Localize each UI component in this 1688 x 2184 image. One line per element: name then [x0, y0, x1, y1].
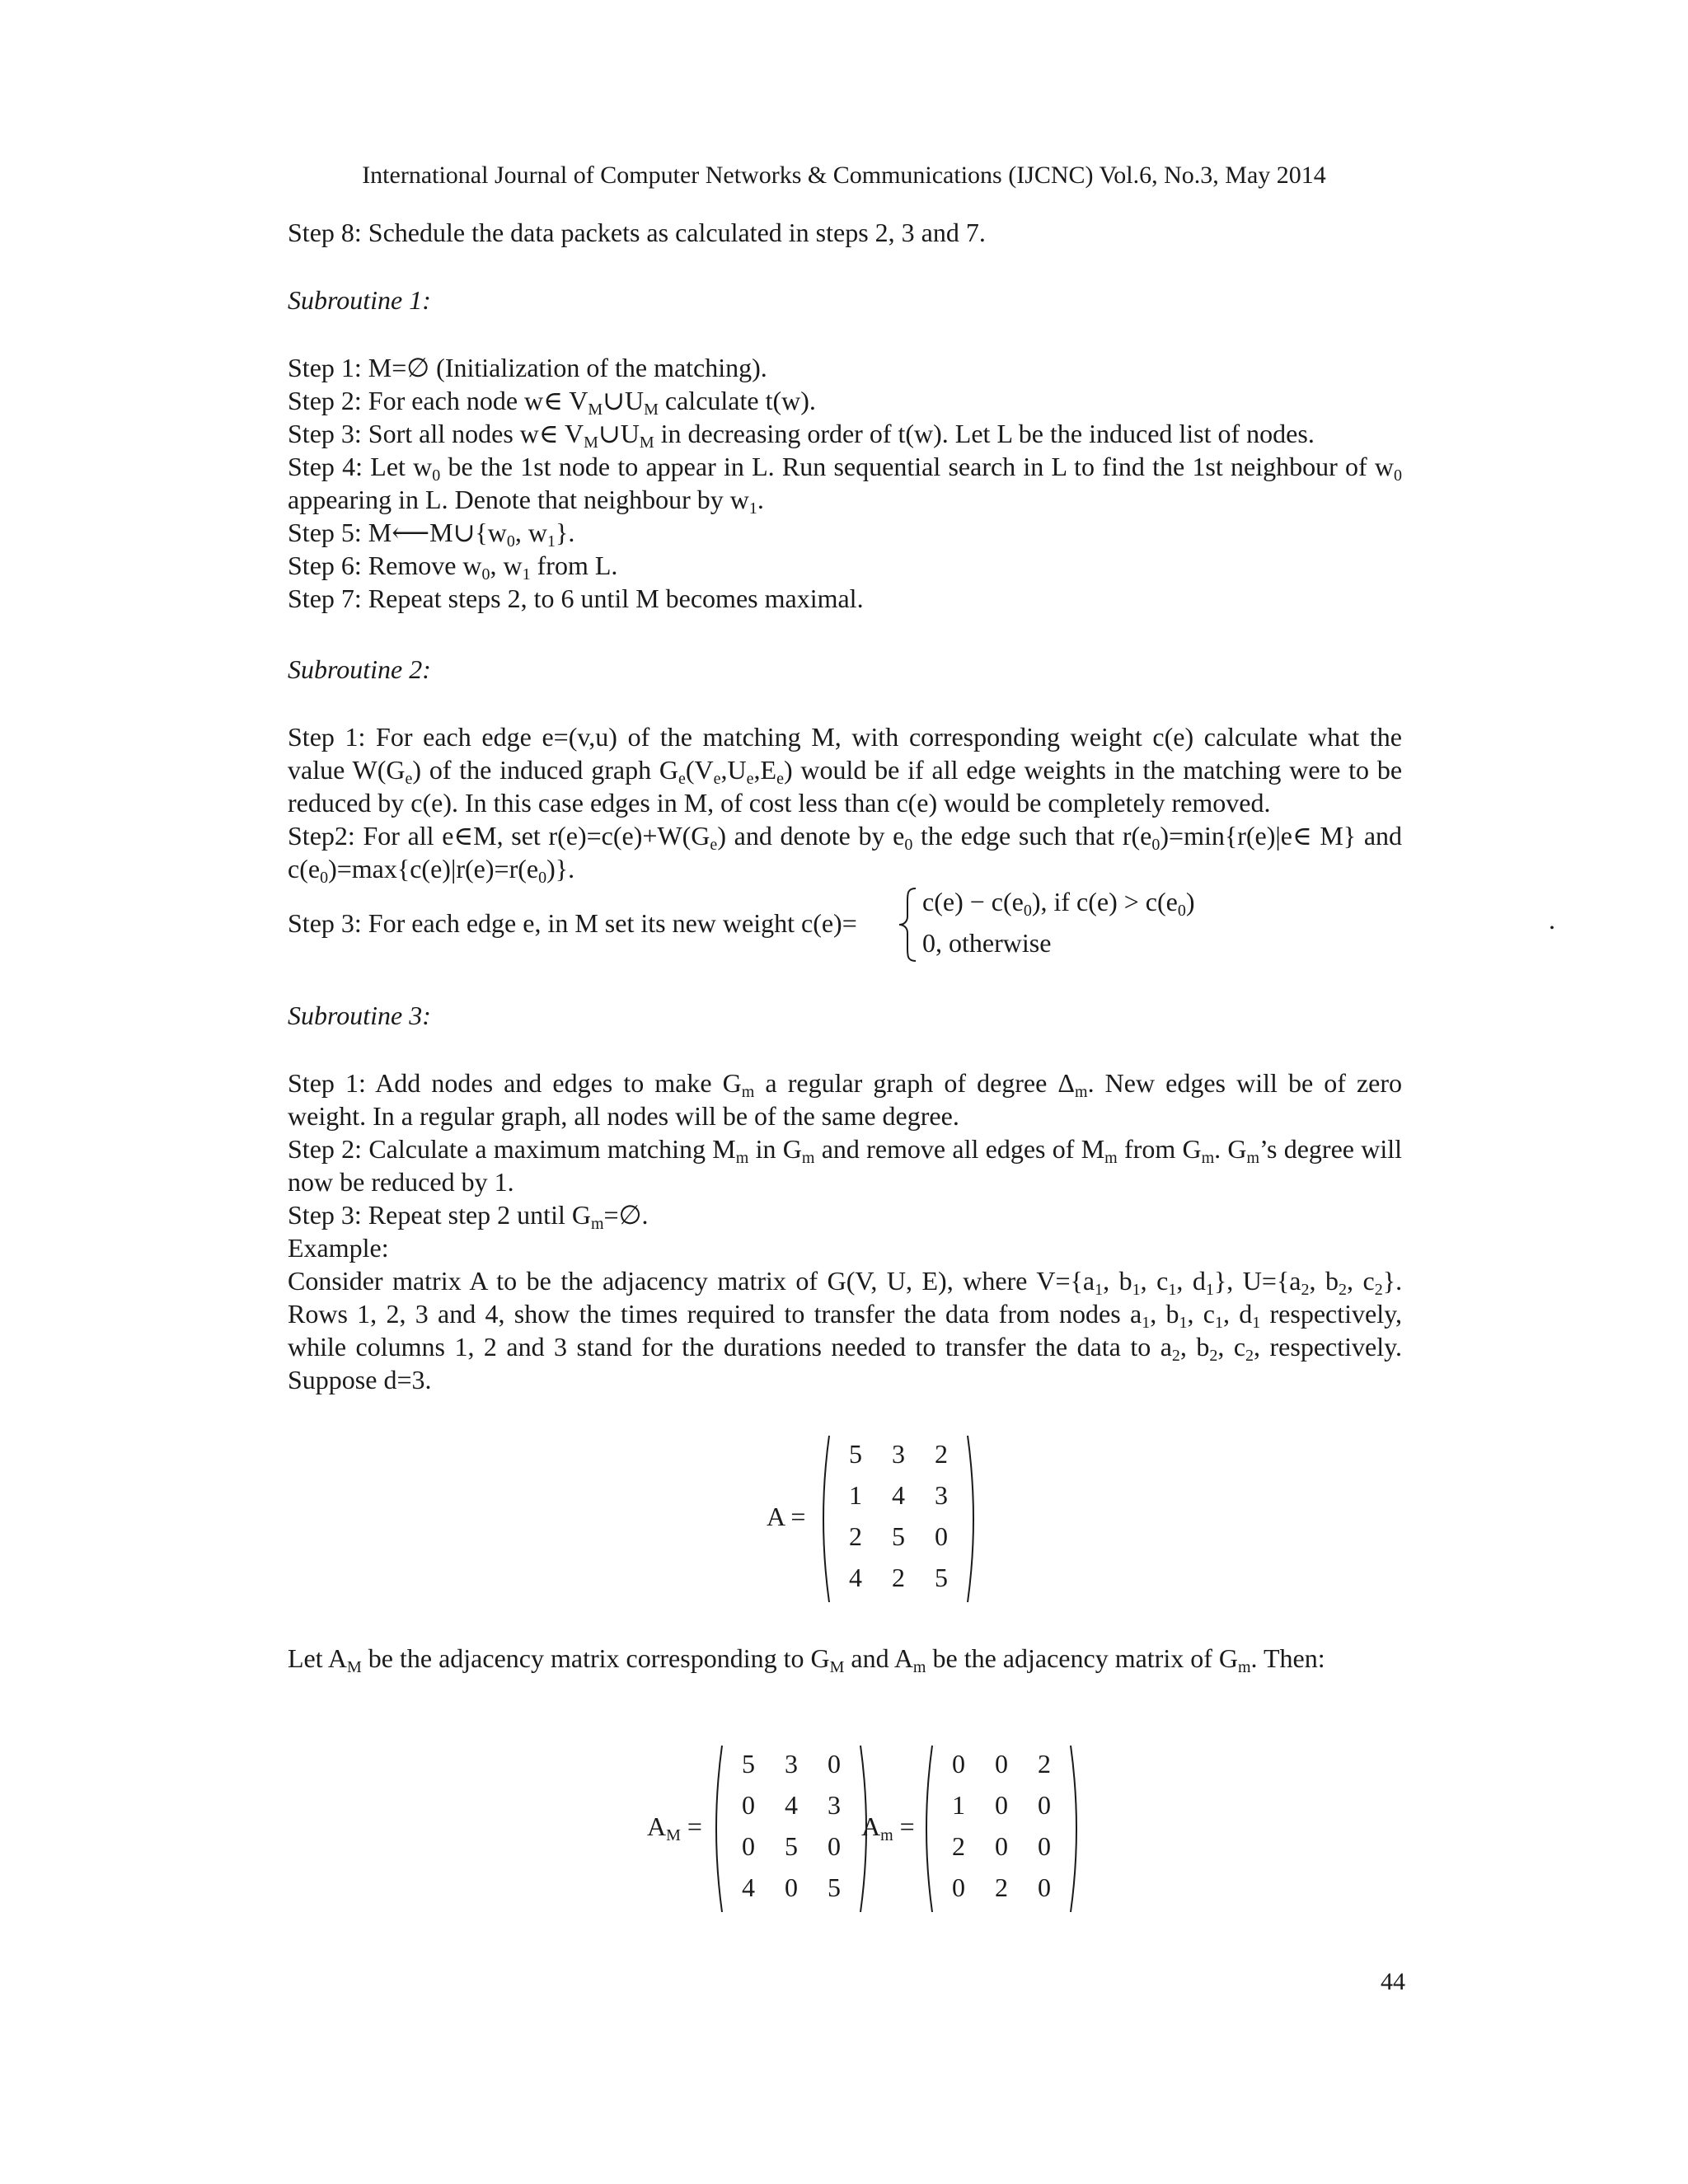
- matrix-cell: 0: [952, 1749, 965, 1779]
- sub3-step-2: Step 2: Calculate a maximum matching $M_m$ in $G_m$ and remove all edges of $M_m$ from $G_m$. $G_m’s$ degree will now be reduced by 1.: [288, 1134, 1403, 1197]
- matrix-a: [816, 1434, 981, 1604]
- matrix-cell: 2: [892, 1563, 905, 1592]
- matrix-cell: 5: [849, 1439, 862, 1469]
- matrix-am-lower-label: $A_m$ =: [861, 1811, 915, 1844]
- sub1-step-7: Step 7: Repeat steps 2, to 6 until M becomes maximal.: [288, 583, 864, 613]
- matrix-cell: 3: [892, 1439, 905, 1469]
- sub2-step-3: [288, 885, 1555, 961]
- sub1-step-2: Step 2: For each node w∈ $V_M\cup U_M$ calculate t(w).: [288, 386, 816, 419]
- matrix-cell: 5: [935, 1563, 948, 1592]
- matrix-cell: 0: [995, 1790, 1008, 1820]
- matrix-cell: 0: [785, 1872, 798, 1902]
- matrix-cell: 5: [785, 1831, 798, 1861]
- right-paren: [1071, 1746, 1076, 1912]
- subroutine-2-title: Subroutine 2:: [288, 654, 431, 684]
- left-paren: [716, 1746, 722, 1912]
- matrix-cell: 3: [785, 1749, 798, 1779]
- matrix-cell: 0: [1038, 1831, 1051, 1861]
- matrix-cell: 1: [952, 1790, 965, 1820]
- let-paragraph: Let $A_M$ be the adjacency matrix corresponding to $G_M$ and $A_m$ be the adjacency matrix of $G_m$. Then:: [288, 1643, 1325, 1676]
- matrix-cell: 4: [892, 1480, 905, 1510]
- matrix-cell: 2: [935, 1439, 948, 1469]
- example-paragraph: Consider matrix A to be the adjacency matrix of G(V, U, E), where $V=\{a_1$, $b_1$, $c_1$, $d_1$}, $U=\{a_2$, $b_2$, $c_2$}. Rows 1, 2, 3 and 4, show the times required to transfer the data from nodes $a_1$, $b_1$, $c_1$, $d_1$ respectively, while columns 1, 2 and 3 stand for the durations needed to transfer the data to $a_2$, $b_2$, $c_2$, respectively. Suppose d=3.: [288, 1266, 1403, 1394]
- matrix-cell: 0: [828, 1749, 841, 1779]
- matrix-cell: 5: [828, 1872, 841, 1902]
- matrix-cell: 4: [785, 1790, 798, 1820]
- case-2: 0, otherwise: [922, 928, 1052, 958]
- sub2-step-2: Step2: For all e∈M, set $r(e)=c(e)+W(G_e)$ and denote by $e_0$ the edge such that $r(e_0)=\min\{r(e)|e\in$ M} and $c(e_0)=\max\{c(e)|r(e)=r(e_0)\}$.: [288, 821, 1403, 887]
- subroutine-3-title: Subroutine 3:: [288, 1001, 431, 1030]
- case-1: $c(e) - c(e_0)$, if $c(e) > c(e_0)$: [922, 887, 1195, 920]
- matrix-am-lower: [919, 1744, 1084, 1914]
- matrix-cell: 2: [995, 1872, 1008, 1902]
- matrix-cell: 0: [742, 1790, 755, 1820]
- sub2-step-1: Step 1: For each edge e=(v,u) of the matching M, with corresponding weight c(e) calculate what the value $W(G_e)$ of the induced graph $G_e(V_e,U_e,E_e)$ would be if all edge weights in the matching were to be reduced by c(e). In this case edges in M, of cost less than c(e) would be completely removed.: [288, 722, 1403, 818]
- sub1-step-1: Step 1: M=∅ (Initialization of the matching).: [288, 353, 767, 382]
- matrix-cell: 5: [742, 1749, 755, 1779]
- sub1-step-4: Step 4: Let $w_0$ be the 1st node to appear in L. Run sequential search in L to find the 1st neighbour of $w_0$ appearing in L. Denote that neighbour by $w_1$.: [288, 452, 1403, 518]
- sub3-step-1: Step 1: Add nodes and edges to make $G_m$ a regular graph of degree $\Delta_m$. New edges will be of zero weight. In a regular graph, all nodes will be of the same degree.: [288, 1068, 1403, 1131]
- matrix-cell: 4: [742, 1872, 755, 1902]
- sub1-step-3: Step 3: Sort all nodes w∈ $V_M\cup U_M$ in decreasing order of t(w). Let L be the induced list of nodes.: [288, 419, 1315, 452]
- matrix-cell: 2: [952, 1831, 965, 1861]
- matrix-cell: 2: [1038, 1749, 1051, 1779]
- page-number: 44: [1381, 1968, 1405, 1995]
- body-section-3: [288, 999, 1402, 1396]
- matrix-cell: 3: [828, 1790, 841, 1820]
- matrix-cell: 1: [849, 1480, 862, 1510]
- left-paren: [926, 1746, 932, 1912]
- body-section-1: [288, 216, 1402, 615]
- left-brace: [898, 885, 919, 964]
- matrix-cell: 0: [995, 1749, 1008, 1779]
- matrix-cell: 3: [935, 1480, 948, 1510]
- matrix-cell: 0: [742, 1831, 755, 1861]
- subroutine-1-title: Subroutine 1:: [288, 285, 431, 315]
- matrix-cell: 5: [892, 1521, 905, 1551]
- matrix-am-upper: [709, 1744, 874, 1914]
- period: .: [1549, 905, 1555, 935]
- matrix-cell: 0: [1038, 1790, 1051, 1820]
- body-section-4: [288, 1642, 1402, 1675]
- sub1-step-5: Step 5: $M⟵M\cup\{w_0$, $w_1$}.: [288, 518, 575, 551]
- sub3-step-3: Step 3: Repeat step 2 until $G_m=\emptyset$.: [288, 1200, 649, 1233]
- matrix-cell: 4: [849, 1563, 862, 1592]
- matrix-cell: 0: [828, 1831, 841, 1861]
- sub1-step-6: Step 6: Remove $w_0$, $w_1$ from L.: [288, 551, 618, 583]
- journal-header: International Journal of Computer Networks & Communications (IJCNC) Vol.6, No.3, May 2014: [362, 162, 1326, 189]
- example-label: Example:: [288, 1233, 389, 1263]
- body-section-2: [288, 653, 1555, 961]
- right-paren: [968, 1436, 973, 1602]
- matrix-cell: 0: [995, 1831, 1008, 1861]
- matrix-cell: 0: [1038, 1872, 1051, 1902]
- matrix-cell: 0: [952, 1872, 965, 1902]
- matrix-cell: 0: [935, 1521, 948, 1551]
- matrix-cell: 2: [849, 1521, 862, 1551]
- step-8: Step 8: Schedule the data packets as calculated in steps 2, 3 and 7.: [288, 218, 986, 247]
- matrix-a-label: A =: [767, 1502, 806, 1531]
- matrix-am-upper-label: $A_M$ =: [647, 1811, 702, 1844]
- sub2-step-3-text: Step 3: For each edge e, in M set its new weight c(e)=: [288, 908, 857, 938]
- left-paren: [823, 1436, 829, 1602]
